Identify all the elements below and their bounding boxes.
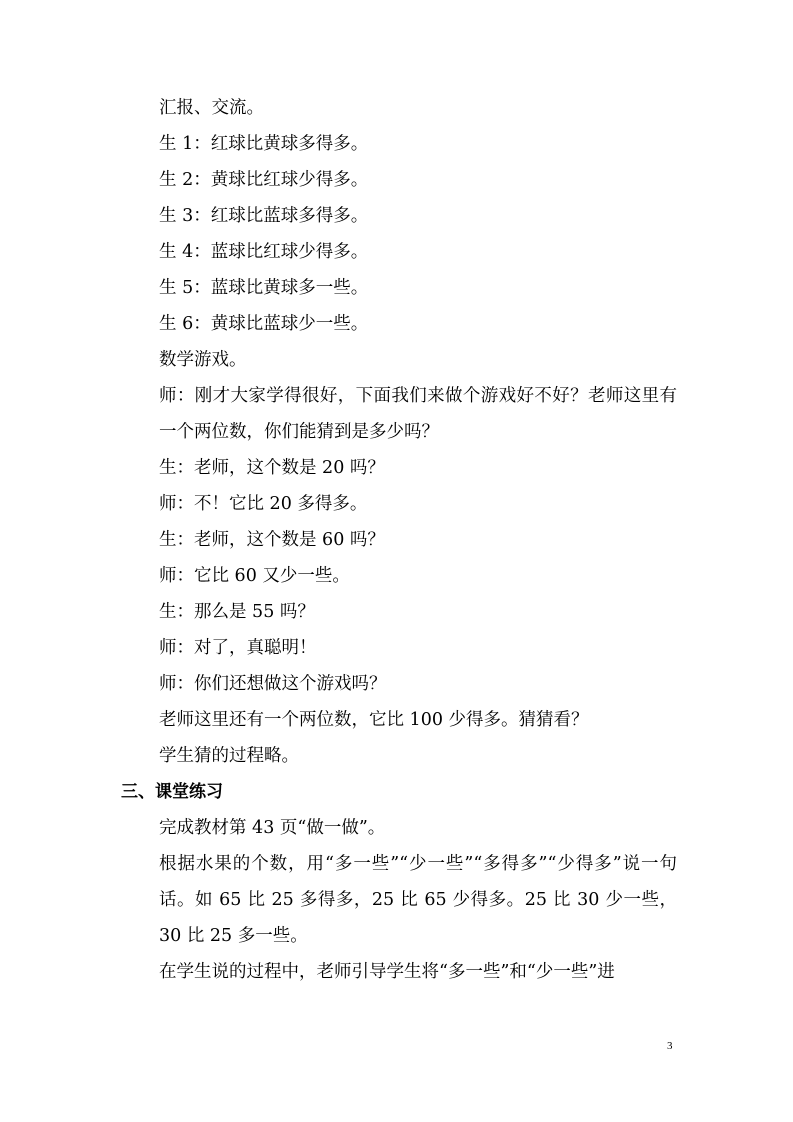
paragraph: 在学生说的过程中，老师引导学生将“多一些”和“少一些”进	[159, 962, 615, 982]
paragraph: 生 4：蓝球比红球少得多。	[159, 242, 369, 262]
document-body	[121, 90, 677, 990]
paragraph: 师：对了，真聪明！	[159, 638, 317, 658]
paragraph: 师：它比 60 又少一些。	[159, 566, 350, 586]
paragraph: 生 5：蓝球比黄球多一些。	[159, 278, 369, 298]
paragraph: 汇报、交流。	[159, 98, 264, 118]
paragraph: 师：不！它比 20 多得多。	[159, 494, 368, 514]
paragraph: 老师这里还有一个两位数，它比 100 少得多。猜猜看？	[159, 710, 589, 730]
paragraph: 完成教材第 43 页“做一做”。	[159, 818, 386, 838]
paragraph: 生：老师，这个数是 20 吗？	[159, 458, 385, 478]
section-heading: 三、课堂练习	[121, 782, 223, 802]
paragraph: 学生猜的过程略。	[159, 746, 299, 766]
paragraph: 生：那么是 55 吗？	[159, 602, 315, 622]
page-number: 3	[667, 1040, 673, 1052]
paragraph: 生 2：黄球比红球少得多。	[159, 170, 369, 190]
paragraph: 生 3：红球比蓝球多得多。	[159, 206, 369, 226]
paragraph: 根据水果的个数，用“多一些”“少一些”“多得多”“少得多”说一句话。如 65 比 25 多得多，25 比 65 少得多。25 比 30 少一些，30 比 25 多一些。	[159, 854, 677, 946]
paragraph: 生：老师，这个数是 60 吗？	[159, 530, 385, 550]
paragraph: 生 6：黄球比蓝球少一些。	[159, 314, 369, 334]
paragraph: 生 1：红球比黄球多得多。	[159, 134, 369, 154]
paragraph: 师：刚才大家学得很好，下面我们来做个游戏好不好？老师这里有一个两位数，你们能猜到是多少吗？	[159, 386, 677, 442]
paragraph: 师：你们还想做这个游戏吗？	[159, 674, 387, 694]
paragraph: 数学游戏。	[159, 350, 247, 370]
